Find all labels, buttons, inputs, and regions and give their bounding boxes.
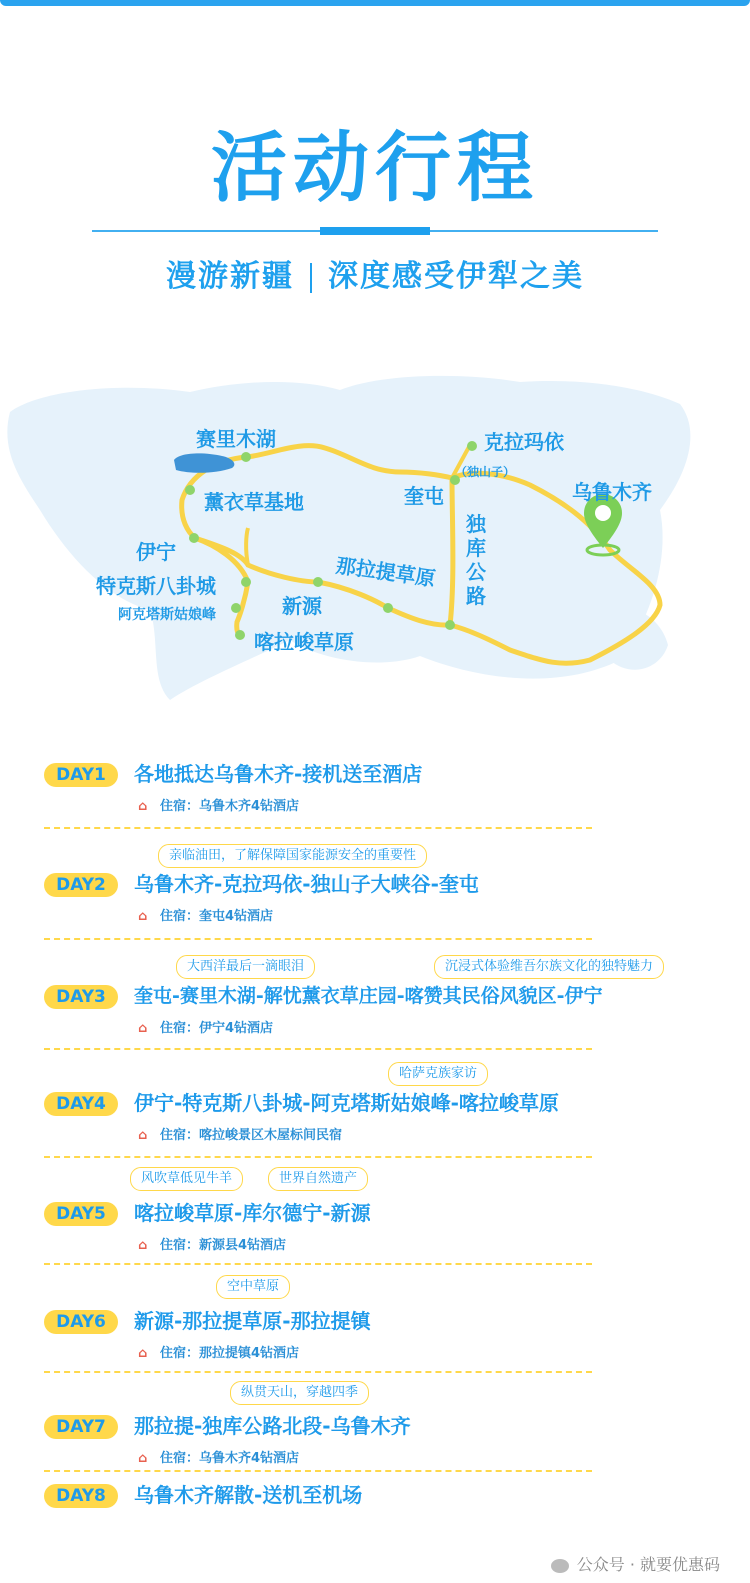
day-divider <box>44 1156 592 1158</box>
subtitle-right: 深度感受伊犁之美 <box>328 259 584 294</box>
house-icon: ⌂ <box>138 1451 148 1466</box>
wechat-icon <box>551 1559 569 1573</box>
day-route: 各地抵达乌鲁木齐-接机送至酒店 <box>134 762 423 786</box>
day-stay-text: 住宿：乌鲁木齐4钻酒店 <box>160 799 300 814</box>
house-icon: ⌂ <box>138 799 148 814</box>
day-stay-text: 住宿：喀拉峻景区木屋标间民宿 <box>160 1128 343 1143</box>
day-badge: DAY4 <box>44 1092 118 1116</box>
day-badge: DAY7 <box>44 1415 118 1439</box>
map-label-xinyuan: 新源 <box>282 594 322 618</box>
day-stay <box>138 795 299 814</box>
day-route: 乌鲁木齐解散-送机至机场 <box>134 1483 363 1507</box>
house-icon: ⌂ <box>138 1346 148 1361</box>
day-divider <box>44 827 592 829</box>
day-tag: 大西洋最后一滴眼泪 <box>176 955 315 979</box>
day-tag: 世界自然遗产 <box>268 1167 368 1191</box>
map-label-tekesi: 特克斯八卦城 <box>96 574 216 598</box>
page-title: 活动行程 <box>211 123 539 212</box>
map-label-duku: 独库公路 <box>466 512 486 608</box>
day-divider <box>44 1263 592 1265</box>
map-label-kalajun: 喀拉峻草原 <box>254 630 354 654</box>
subtitle-separator <box>310 263 312 293</box>
day-badge: DAY3 <box>44 985 118 1009</box>
day-tag: 哈萨克族家访 <box>388 1062 488 1086</box>
day-badge: DAY8 <box>44 1484 118 1508</box>
day-divider <box>44 938 592 940</box>
day-tag: 沉浸式体验维吾尔族文化的独特魅力 <box>434 955 664 979</box>
day-stay-text: 住宿：新源县4钻酒店 <box>160 1238 287 1253</box>
day-route: 新源-那拉提草原-那拉提镇 <box>134 1309 371 1333</box>
day-badge: DAY2 <box>44 873 118 897</box>
day-stay <box>138 905 273 924</box>
house-icon: ⌂ <box>138 1021 148 1036</box>
day-stay-text: 住宿：伊宁4钻酒店 <box>160 1021 274 1036</box>
map-label-aketasi: 阿克塔斯姑娘峰 <box>118 607 216 623</box>
day-stay <box>138 1017 273 1036</box>
top-accent-bar <box>0 0 750 6</box>
day-stay-text: 住宿：乌鲁木齐4钻酒店 <box>160 1451 300 1466</box>
map-label-wulumuqi: 乌鲁木齐 <box>572 480 652 504</box>
watermark-text: 公众号 · 就要优惠码 <box>576 1555 720 1574</box>
day-stay <box>138 1124 342 1143</box>
day-route: 那拉提-独库公路北段-乌鲁木齐 <box>134 1414 411 1438</box>
footer-watermark <box>551 1552 720 1575</box>
day-stay <box>138 1447 299 1466</box>
day-divider <box>44 1048 592 1050</box>
day-divider <box>44 1371 592 1373</box>
day-stay <box>138 1342 299 1361</box>
day-badge: DAY5 <box>44 1202 118 1226</box>
map-label-sailimu: 赛里木湖 <box>196 427 276 451</box>
house-icon: ⌂ <box>138 1238 148 1253</box>
day-divider <box>44 1470 592 1472</box>
page-subtitle <box>0 255 750 299</box>
house-icon: ⌂ <box>138 909 148 924</box>
day-route: 奎屯-赛里木湖-解忧薰衣草庄园-喀赞其民俗风貌区-伊宁 <box>134 985 603 1007</box>
day-stay-text: 住宿：那拉提镇4钻酒店 <box>160 1346 300 1361</box>
subtitle-left: 漫游新疆 <box>166 259 294 294</box>
house-icon: ⌂ <box>138 1128 148 1143</box>
title-divider-accent <box>320 227 430 235</box>
map-label-nalati: 那拉提草原 <box>334 553 437 591</box>
day-badge: DAY6 <box>44 1310 118 1334</box>
day-stay-text: 住宿：奎屯4钻酒店 <box>160 909 274 924</box>
day-route: 乌鲁木齐-克拉玛依-独山子大峡谷-奎屯 <box>134 872 479 896</box>
route-map <box>0 360 750 720</box>
map-label-kuitun: 奎屯 <box>404 484 444 508</box>
day-tag: 风吹草低见牛羊 <box>130 1167 243 1191</box>
map-label-dushanzi: （独山子） <box>455 465 516 479</box>
route-map-graphic <box>0 360 750 720</box>
map-label-yining: 伊宁 <box>136 540 176 564</box>
day-stay <box>138 1234 286 1253</box>
day-route: 喀拉峻草原-库尔德宁-新源 <box>134 1201 371 1225</box>
map-label-kelamayi: 克拉玛依 <box>484 430 564 454</box>
day-tag: 亲临油田，了解保障国家能源安全的重要性 <box>158 844 427 868</box>
day-tag: 空中草原 <box>216 1275 290 1299</box>
day-route: 伊宁-特克斯八卦城-阿克塔斯姑娘峰-喀拉峻草原 <box>134 1091 559 1115</box>
day-tag: 纵贯天山，穿越四季 <box>230 1381 369 1405</box>
map-label-lavender: 薰衣草基地 <box>204 490 304 514</box>
day-badge: DAY1 <box>44 763 118 787</box>
